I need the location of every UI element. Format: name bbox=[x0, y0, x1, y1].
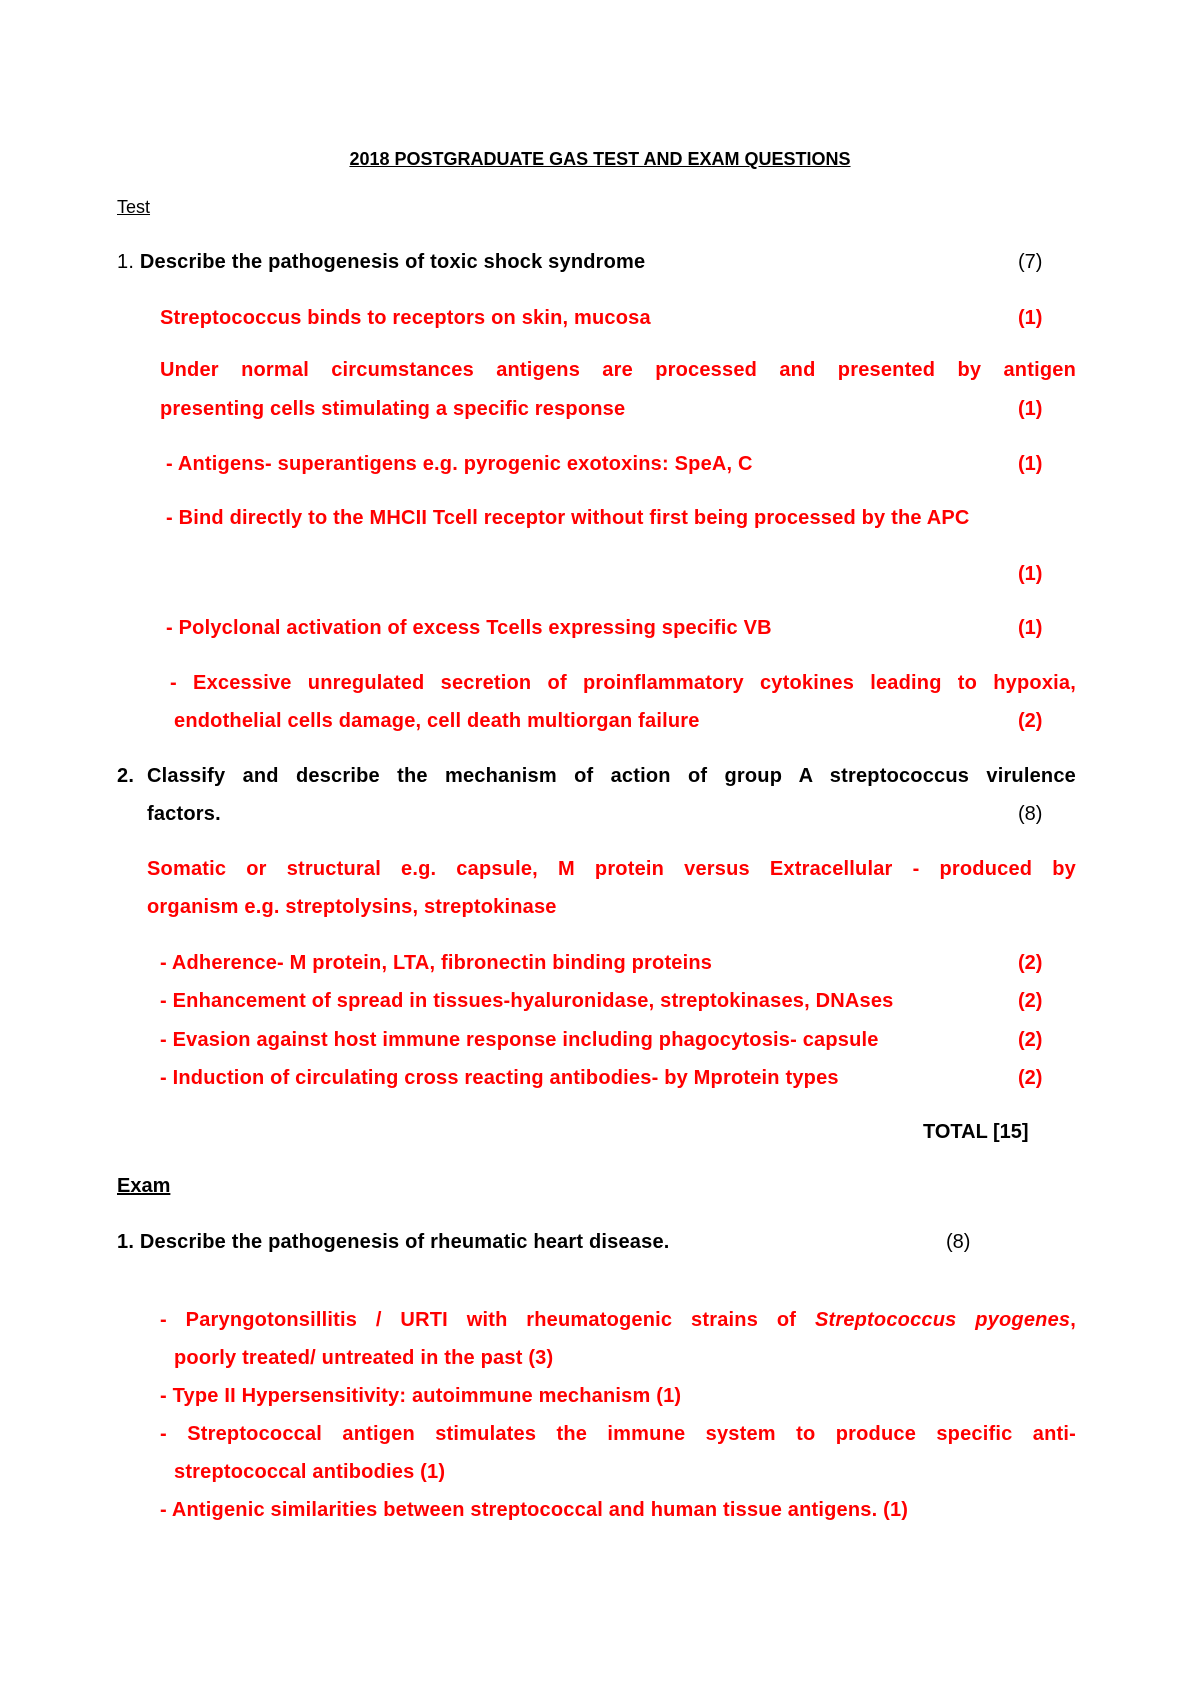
test-q1-answer-1: Streptococcus binds to receptors on skin, mucosa bbox=[160, 307, 651, 329]
test-q1-text: Describe the pathogenesis of toxic shock syndrome bbox=[139, 251, 646, 273]
exam-q1-answer-1-line2: poorly treated/ untreated in the past (3) bbox=[174, 1347, 554, 1369]
test-q2-answer-3-marks: (2) bbox=[1018, 1029, 1043, 1051]
test-heading: Test bbox=[117, 197, 151, 217]
page-title: 2018 POSTGRADUATE GAS TEST AND EXAM QUESTIONS bbox=[349, 149, 851, 169]
test-q2-answer-1-marks: (2) bbox=[1018, 952, 1043, 974]
test-q2-answer-2-marks: (2) bbox=[1018, 990, 1043, 1012]
test-q1-answer-1-marks: (1) bbox=[1018, 307, 1043, 329]
test-q1-answer-2-line1: Under normal circumstances antigens are processed and presented by antigen bbox=[160, 359, 1076, 381]
test-total: TOTAL [15] bbox=[923, 1121, 1029, 1143]
exam-q1-number: 1. bbox=[117, 1231, 135, 1253]
test-q1-answer-4-marks: (1) bbox=[1018, 563, 1043, 585]
test-q1-answer-5-marks: (1) bbox=[1018, 617, 1043, 639]
test-q2-number: 2. bbox=[117, 765, 135, 787]
test-q1-answer-2-line2: presenting cells stimulating a specific response bbox=[160, 398, 626, 420]
exam-q1-answer-4: - Antigenic similarities between streptococcal and human tissue antigens. (1) bbox=[160, 1499, 909, 1521]
exam-q1-answer-2: - Type II Hypersensitivity: autoimmune mechanism (1) bbox=[160, 1385, 682, 1407]
test-q1-marks: (7) bbox=[1018, 251, 1043, 273]
test-q1-answer-6-line1: - Excessive unregulated secretion of proinflammatory cytokines leading to hypoxia, bbox=[170, 672, 1076, 694]
exam-q1-answer-1-suffix: , bbox=[1070, 1309, 1076, 1331]
test-q2-answer-4-marks: (2) bbox=[1018, 1067, 1043, 1089]
exam-q1 bbox=[117, 1230, 670, 1254]
test-q1-answer-6-marks: (2) bbox=[1018, 710, 1043, 732]
exam-q1-marks: (8) bbox=[946, 1231, 971, 1253]
exam-q1-answer-3-line2: streptococcal antibodies (1) bbox=[174, 1461, 446, 1483]
test-q2-text-line1: Classify and describe the mechanism of action of group A streptococcus virulence bbox=[147, 765, 1076, 787]
exam-q1-answer-1-prefix: - Paryngotonsillitis / URTI with rheumatogenic strains of bbox=[160, 1309, 797, 1331]
exam-q1-answer-3-line1: - Streptococcal antigen stimulates the immune system to produce specific anti- bbox=[160, 1423, 1076, 1445]
test-q2-intro-line1: Somatic or structural e.g. capsule, M protein versus Extracellular - produced by bbox=[147, 858, 1076, 880]
test-q1-answer-5: - Polyclonal activation of excess Tcells expressing specific VB bbox=[166, 617, 772, 639]
exam-q1-text: Describe the pathogenesis of rheumatic heart disease. bbox=[139, 1231, 670, 1253]
test-q2-answer-3: - Evasion against host immune response including phagocytosis- capsule bbox=[160, 1029, 879, 1051]
test-q2-marks: (8) bbox=[1018, 803, 1043, 825]
exam-q1-answer-1-line1 bbox=[160, 1308, 1076, 1332]
test-q1-number: 1. bbox=[117, 251, 135, 273]
test-q1-answer-3: - Antigens- superantigens e.g. pyrogenic exotoxins: SpeA, C bbox=[166, 453, 753, 475]
test-q1-answer-3-marks: (1) bbox=[1018, 453, 1043, 475]
test-q2-text-line2: factors. bbox=[147, 803, 221, 825]
exam-q1-answer-1-organism: Streptococcus pyogenes bbox=[814, 1309, 1071, 1331]
test-q2-line1 bbox=[117, 764, 1076, 788]
test-q2-answer-2: - Enhancement of spread in tissues-hyaluronidase, streptokinases, DNAses bbox=[160, 990, 894, 1012]
test-q2-answer-1: - Adherence- M protein, LTA, fibronectin binding proteins bbox=[160, 952, 713, 974]
test-q1-answer-2-marks: (1) bbox=[1018, 398, 1043, 420]
test-q1-answer-4: - Bind directly to the MHCII Tcell receptor without first being processed by the APC bbox=[166, 507, 970, 529]
test-q2-intro-line2: organism e.g. streptolysins, streptokinase bbox=[147, 896, 557, 918]
test-q2-answer-4: - Induction of circulating cross reacting antibodies- by Mprotein types bbox=[160, 1067, 839, 1089]
test-q1-answer-6-line2: endothelial cells damage, cell death multiorgan failure bbox=[174, 710, 700, 732]
exam-heading: Exam bbox=[117, 1175, 171, 1197]
test-q1 bbox=[117, 250, 645, 274]
